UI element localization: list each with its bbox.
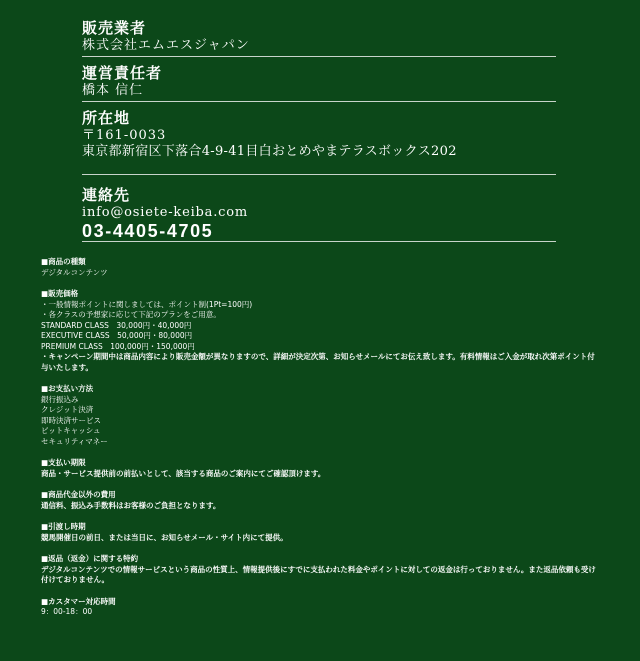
detail-heading: ■支払い期限 xyxy=(41,458,86,467)
detail-line: 通信料、振込み手数料はお客様のご負担となります。 xyxy=(41,500,221,510)
detail-heading: ■販売価格 xyxy=(41,289,79,298)
commerce-details xyxy=(41,257,596,629)
manager-group xyxy=(82,63,556,102)
detail-heading: ■お支払い方法 xyxy=(41,384,94,393)
contact-email: info@osiete-keiba.com xyxy=(82,205,248,220)
detail-line: 9：00-18：00 xyxy=(41,607,93,616)
manager-value: 橋本 信仁 xyxy=(82,83,144,98)
detail-section xyxy=(41,384,596,447)
detail-heading: ■商品の種類 xyxy=(41,257,86,266)
detail-heading: ■カスタマー対応時間 xyxy=(41,596,116,606)
postal-code: 〒161-0033 xyxy=(82,128,167,143)
detail-line: PREMIUM CLASS 100,000円・150,000円 xyxy=(41,341,195,351)
detail-line: クレジット決済 xyxy=(41,405,94,414)
detail-line: 商品・サービス提供前の前払いとして、該当する商品のご案内にてご確認頂けます。 xyxy=(41,468,326,478)
detail-line: セキュリティマネー xyxy=(41,436,108,446)
detail-line: 即時決済サービス xyxy=(41,415,101,425)
detail-section xyxy=(41,458,596,479)
address-label: 所在地 xyxy=(82,109,131,127)
detail-section xyxy=(41,554,596,586)
street-address: 東京都新宿区下落合4-9-41目白おとめやまテラスボックス202 xyxy=(82,144,457,159)
detail-section xyxy=(41,490,596,511)
detail-line: ・一般情報ポイントに関しましては、ポイント制(1Pt=100円) xyxy=(41,299,253,309)
detail-section xyxy=(41,522,596,543)
detail-heading: ■引渡し時期 xyxy=(41,522,86,531)
address-group xyxy=(82,108,556,175)
detail-line: 競馬開催日の前日、または当日に、お知らせメール・サイト内にて提供。 xyxy=(41,532,288,542)
detail-line: STANDARD CLASS 30,000円・40,000円 xyxy=(41,320,192,330)
detail-line: デジタルコンテンツでの情報サービスという商品の性質上、情報提供後にすでに支払われた料金やポイントに対しての返金は行っておりません。また返品依頼も受け付けておりません。 xyxy=(41,564,596,584)
detail-heading: ■商品代金以外の費用 xyxy=(41,490,116,499)
contact-group xyxy=(82,185,556,242)
detail-heading: ■返品（返金）に関する特約 xyxy=(41,554,139,563)
detail-section xyxy=(41,257,596,278)
detail-line: ・各クラスの予想家に応じて下記のプランをご用意。 xyxy=(41,310,221,319)
seller-value: 株式会社エムエスジャパン xyxy=(82,38,250,53)
contact-label: 連絡先 xyxy=(82,186,131,204)
detail-line: デジタルコンテンツ xyxy=(41,267,108,277)
detail-section xyxy=(41,289,596,373)
manager-label: 運営責任者 xyxy=(82,64,163,82)
company-info xyxy=(82,18,556,248)
detail-section xyxy=(41,597,596,618)
detail-line: 銀行振込み xyxy=(41,394,79,404)
detail-line: ビットキャッシュ xyxy=(41,426,101,435)
detail-line: ・キャンペーン期間中は商品内容により販売金額が異なりますので、詳細が決定次第、お知らせメールにてお伝え致します。有料情報はご入金が取れ次第ポイント付与いたします。 xyxy=(41,352,595,372)
seller-group xyxy=(82,18,556,57)
contact-phone: 03-4405-4705 xyxy=(82,221,214,241)
detail-line: EXECUTIVE CLASS 50,000円・80,000円 xyxy=(41,331,193,340)
seller-label: 販売業者 xyxy=(82,19,147,37)
